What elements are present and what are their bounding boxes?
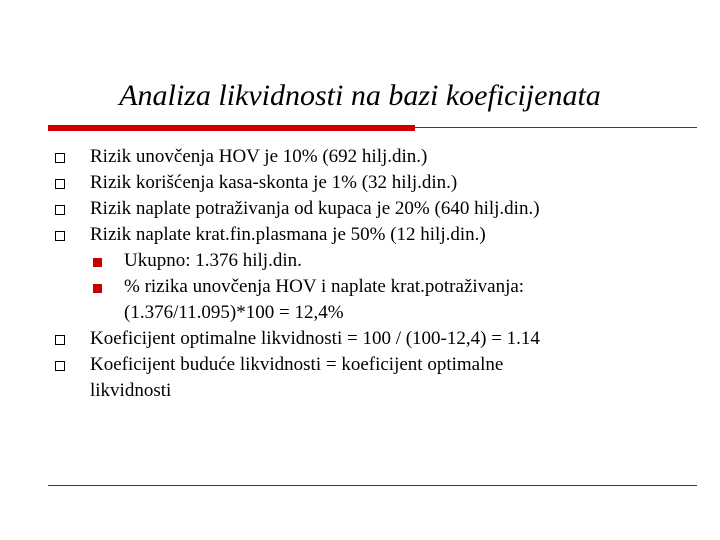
hollow-square-bullet-icon [55, 179, 65, 189]
bullet-continuation-text: likvidnosti [90, 380, 172, 401]
bullet-text: Koeficijent optimalne likvidnosti = 100 / (100-12,4) = 1.14 [90, 328, 540, 349]
hollow-square-bullet-icon [55, 335, 65, 345]
hollow-square-bullet-icon [55, 153, 65, 163]
sub-bullet-text: % rizika unovčenja HOV i naplate krat.potraživanja: [124, 276, 525, 297]
hollow-square-bullet-icon [55, 205, 65, 215]
sub-bullet-text: Ukupno: 1.376 hilj.din. [124, 250, 302, 271]
bullet-text: Rizik unovčenja HOV je 10% (692 hilj.din.) [90, 146, 428, 167]
filled-square-bullet-icon [93, 284, 102, 293]
slide-title: Analiza likvidnosti na bazi koeficijenata [119, 79, 601, 112]
sub-bullet-continuation-text: (1.376/11.095)*100 = 12,4% [124, 302, 344, 323]
bottom-divider-line [48, 485, 697, 486]
bullet-text: Rizik naplate krat.fin.plasmana je 50% (12 hilj.din.) [90, 224, 486, 245]
hollow-square-bullet-icon [55, 231, 65, 241]
bullet-text: Rizik naplate potraživanja od kupaca je 20% (640 hilj.din.) [90, 198, 540, 219]
filled-square-bullet-icon [93, 258, 102, 267]
bullet-text: Koeficijent buduće likvidnosti = koeficijent optimalne [90, 354, 504, 375]
bullet-text: Rizik korišćenja kasa-skonta je 1% (32 hilj.din.) [90, 172, 458, 193]
hollow-square-bullet-icon [55, 361, 65, 371]
